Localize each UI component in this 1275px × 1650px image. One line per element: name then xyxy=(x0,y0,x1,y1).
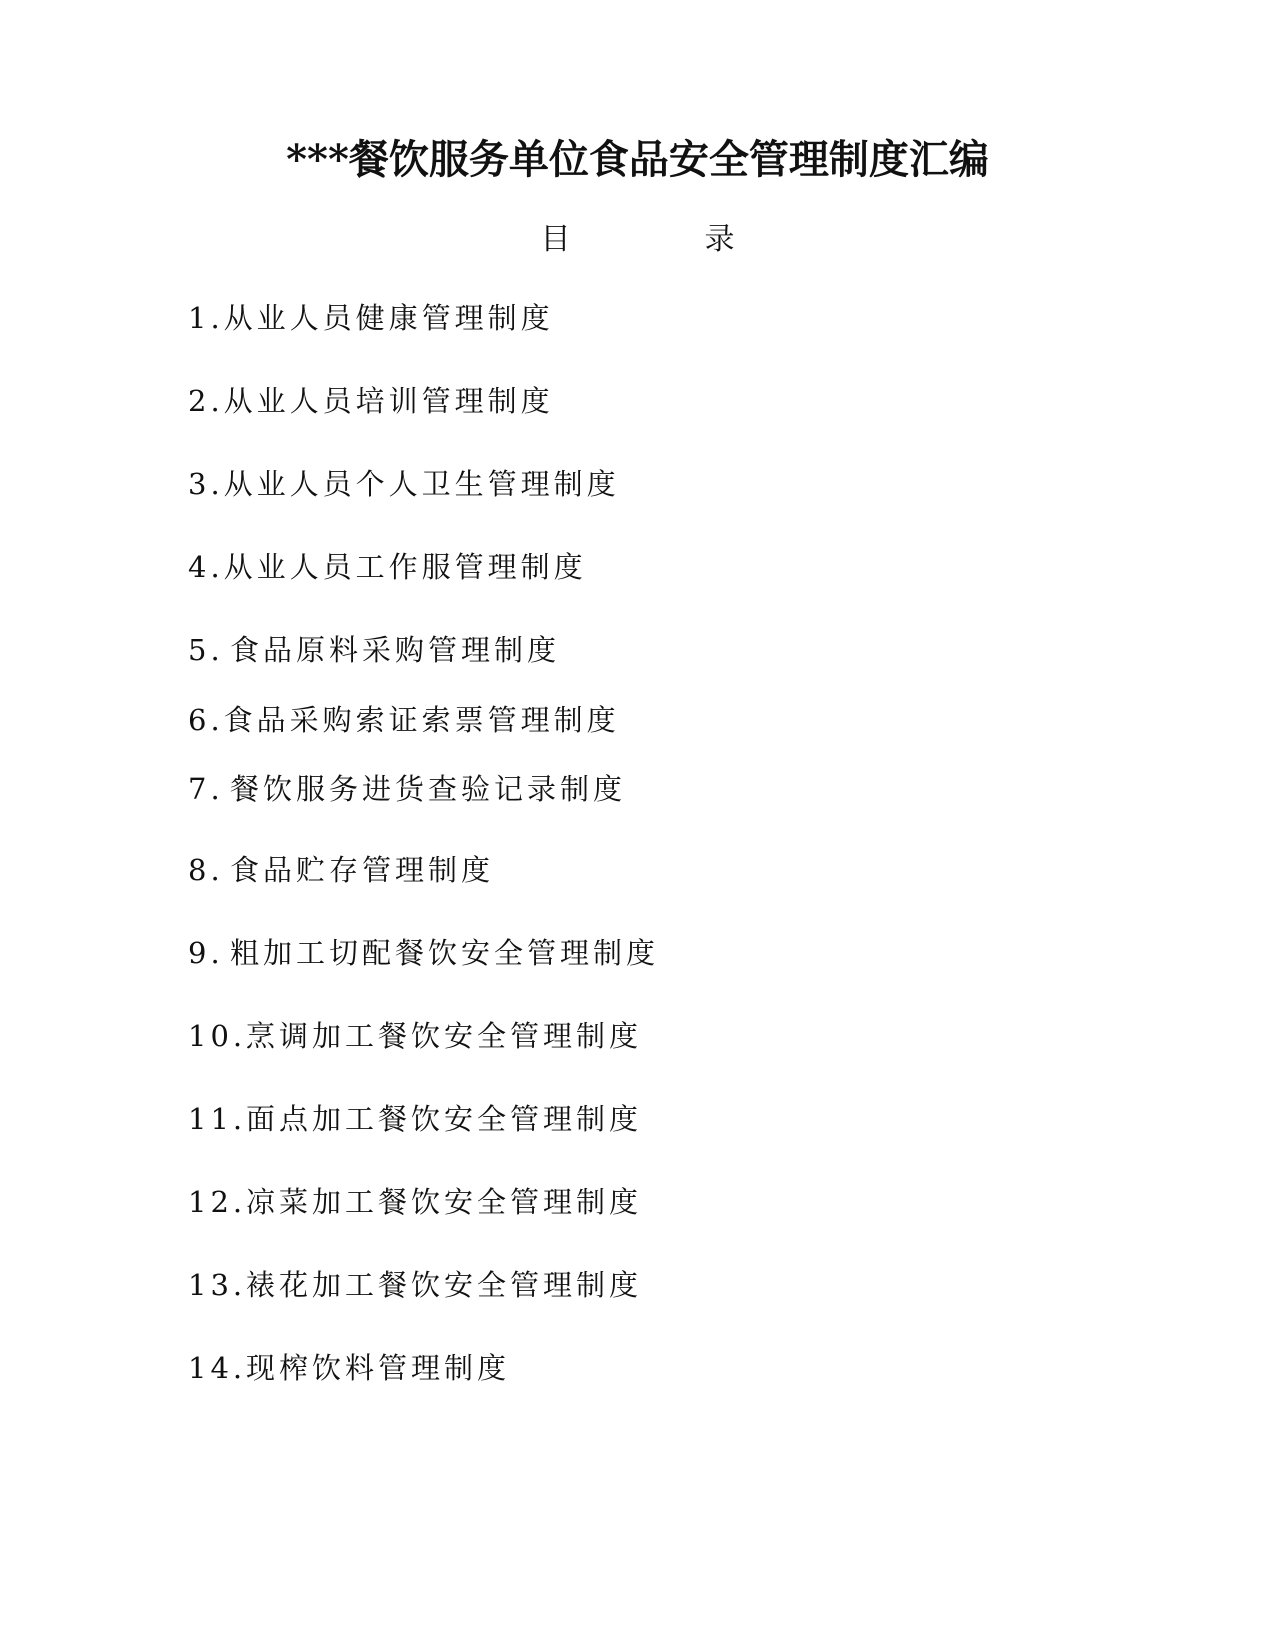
document-title: ***餐饮服务单位食品安全管理制度汇编 xyxy=(286,136,989,183)
toc-item-14[interactable] xyxy=(188,1350,510,1386)
toc-item-number: 13. xyxy=(188,1268,247,1302)
toc-heading xyxy=(0,222,1275,258)
toc-item-number: 8. xyxy=(188,853,224,887)
toc-item-3[interactable] xyxy=(188,466,620,502)
toc-item-12[interactable] xyxy=(188,1184,642,1220)
toc-item-13[interactable] xyxy=(188,1267,642,1303)
toc-item-6[interactable] xyxy=(188,702,620,738)
toc-item-number: 2. xyxy=(188,384,224,418)
toc-item-7[interactable] xyxy=(188,771,626,807)
toc-item-4[interactable] xyxy=(188,549,587,585)
toc-item-text: 从业人员培训管理制度 xyxy=(223,384,554,418)
toc-item-number: 12. xyxy=(188,1185,247,1219)
toc-item-1[interactable] xyxy=(188,300,554,336)
toc-item-number: 11. xyxy=(188,1102,247,1136)
toc-item-9[interactable] xyxy=(188,935,659,971)
toc-item-number: 5. xyxy=(188,633,224,667)
toc-item-2[interactable] xyxy=(188,383,554,419)
toc-item-number: 3. xyxy=(188,467,224,501)
toc-item-text: 面点加工餐饮安全管理制度 xyxy=(246,1102,643,1136)
toc-item-number: 9. xyxy=(188,936,224,970)
toc-item-text: 食品贮存管理制度 xyxy=(230,853,495,887)
toc-item-number: 6. xyxy=(188,703,224,737)
toc-item-text: 裱花加工餐饮安全管理制度 xyxy=(246,1268,643,1302)
toc-item-text: 现榨饮料管理制度 xyxy=(246,1351,511,1385)
toc-item-number: 4. xyxy=(188,550,224,584)
toc-item-number: 1. xyxy=(188,301,224,335)
toc-heading-left: 目 xyxy=(540,222,571,257)
toc-item-text: 烹调加工餐饮安全管理制度 xyxy=(246,1019,643,1053)
toc-item-10[interactable] xyxy=(188,1018,642,1054)
toc-item-text: 从业人员健康管理制度 xyxy=(223,301,554,335)
toc-item-text: 从业人员工作服管理制度 xyxy=(223,550,587,584)
toc-item-number: 7. xyxy=(188,772,224,806)
toc-item-number: 14. xyxy=(188,1351,247,1385)
toc-item-text: 凉菜加工餐饮安全管理制度 xyxy=(246,1185,643,1219)
toc-item-text: 从业人员个人卫生管理制度 xyxy=(223,467,620,501)
toc-item-text: 食品采购索证索票管理制度 xyxy=(223,703,620,737)
toc-item-8[interactable] xyxy=(188,852,494,888)
toc-item-11[interactable] xyxy=(188,1101,642,1137)
toc-item-number: 10. xyxy=(188,1019,247,1053)
toc-item-text: 食品原料采购管理制度 xyxy=(230,633,561,667)
toc-item-5[interactable] xyxy=(188,632,560,668)
toc-item-text: 粗加工切配餐饮安全管理制度 xyxy=(230,936,660,970)
toc-heading-right: 录 xyxy=(704,222,735,257)
toc-item-text: 餐饮服务进货查验记录制度 xyxy=(230,772,627,806)
